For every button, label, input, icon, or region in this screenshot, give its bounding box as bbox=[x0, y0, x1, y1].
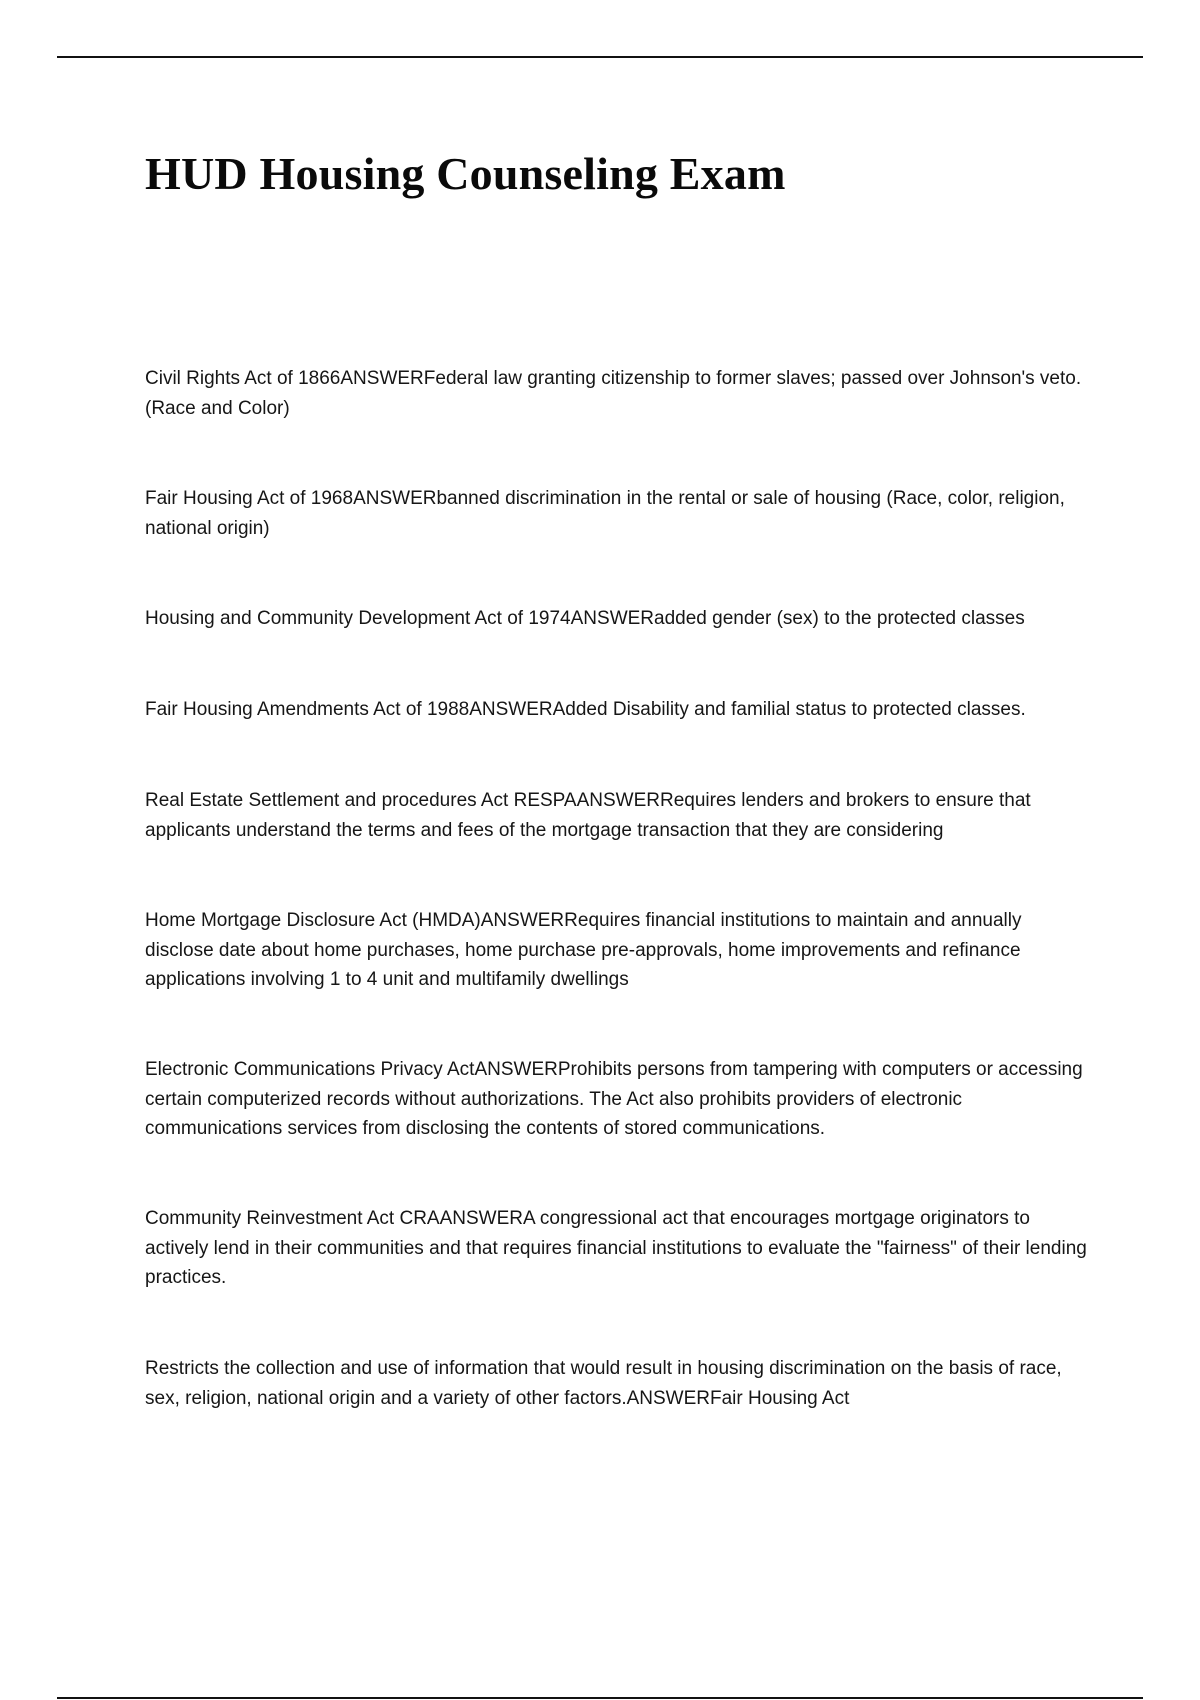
qa-item: Housing and Community Development Act of 1974ANSWERadded gender (sex) to the protected classes bbox=[145, 608, 1025, 629]
bottom-rule bbox=[57, 1697, 1143, 1699]
qa-item: Home Mortgage Disclosure Act (HMDA)ANSWERRequires financial institutions to maintain and annually disclose date about home purchases, home purchase pre-approvals, home improvements and refinance applications involving 1 to 4 unit and multifamily dwellings bbox=[145, 910, 1022, 990]
qa-item: Community Reinvestment Act CRAANSWERA congressional act that encourages mortgage originators to actively lend in their communities and that requires financial institutions to evaluate the "fairness" of their lending practices. bbox=[145, 1208, 1087, 1288]
qa-item: Civil Rights Act of 1866ANSWERFederal law granting citizenship to former slaves; passed over Johnson's veto. (Race and Color) bbox=[145, 368, 1082, 419]
qa-item: Real Estate Settlement and procedures Act RESPAANSWERRequires lenders and brokers to ensure that applicants understand the terms and fees of the mortgage transaction that they are considering bbox=[145, 790, 1031, 841]
top-rule bbox=[57, 56, 1143, 58]
page-title: HUD Housing Counseling Exam bbox=[145, 148, 786, 199]
qa-item: Fair Housing Act of 1968ANSWERbanned discrimination in the rental or sale of housing (Race, color, religion, national origin) bbox=[145, 488, 1065, 539]
qa-item: Fair Housing Amendments Act of 1988ANSWERAdded Disability and familial status to protected classes. bbox=[145, 699, 1026, 720]
qa-item: Electronic Communications Privacy ActANSWERProhibits persons from tampering with computers or accessing certain computerized records without authorizations. The Act also prohibits providers of electronic communications services from disclosing the contents of stored communications. bbox=[145, 1059, 1083, 1139]
qa-item: Restricts the collection and use of information that would result in housing discrimination on the basis of race, sex, religion, national origin and a variety of other factors.ANSWERFair Housing Act bbox=[145, 1358, 1062, 1409]
